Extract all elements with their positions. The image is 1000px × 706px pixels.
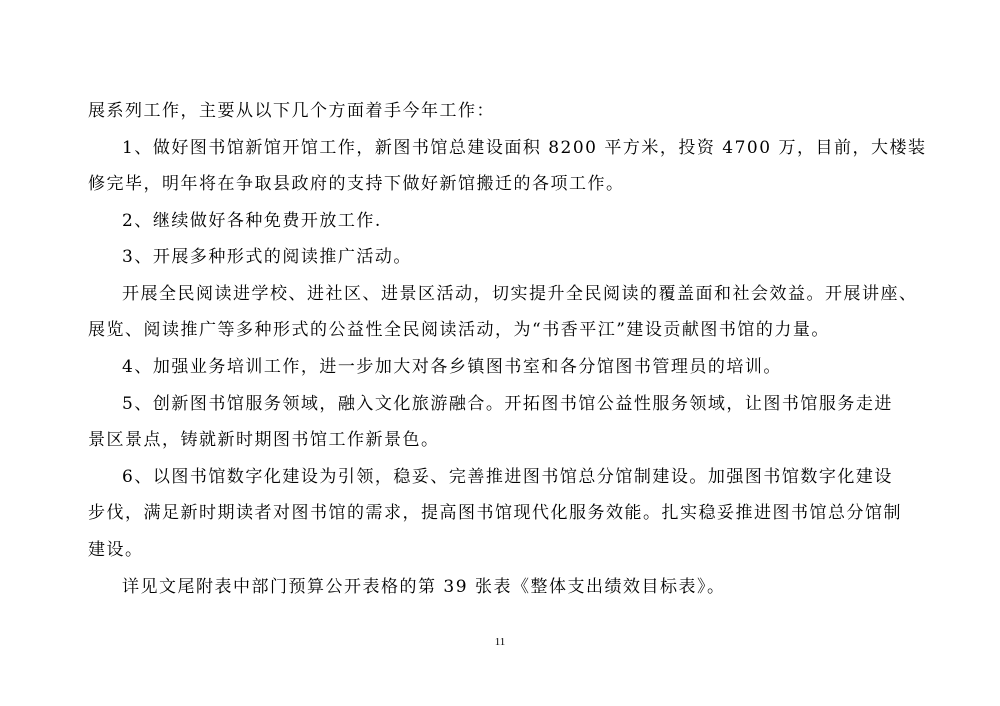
text-line-6: 开展全民阅读进学校、进社区、进景区活动，切实提升全民阅读的覆盖面和社会效益。开展讲座、 — [122, 284, 918, 304]
text-line-13: 建设。 — [88, 540, 144, 560]
text-line-1: 展系列工作，主要从以下几个方面着手今年工作： — [88, 101, 495, 121]
page-number: 11 — [494, 636, 506, 648]
text-line-14: 详见文尾附表中部门预算公开表格的第 39 张表《整体支出绩效目标表》。 — [122, 577, 726, 597]
text-line-3: 修完毕，明年将在争取县政府的支持下做好新馆搬迁的各项工作。 — [88, 174, 625, 194]
text-line-8: 4、加强业务培训工作，进一步加大对各乡镇图书室和各分馆图书管理员的培训。 — [122, 357, 782, 377]
text-line-7: 展览、阅读推广等多种形式的公益性全民阅读活动，为“书香平江”建设贡献图书馆的力量。 — [88, 320, 830, 340]
text-line-2: 1、做好图书馆新馆开馆工作，新图书馆总建设面积 8200 平方米，投资 4700 万，目前，大楼装 — [122, 138, 927, 158]
text-line-9: 5、创新图书馆服务领域，融入文化旅游融合。开拓图书馆公益性服务领域，让图书馆服务走进 — [122, 394, 893, 414]
text-line-4: 2、继续做好各种免费开放工作. — [122, 211, 382, 231]
text-line-10: 景区景点，铸就新时期图书馆工作新景色。 — [88, 430, 440, 450]
text-line-5: 3、开展多种形式的阅读推广活动。 — [122, 247, 412, 267]
text-line-12: 步伐，满足新时期读者对图书馆的需求，提高图书馆现代化服务效能。扎实稳妥推进图书馆总分馆制 — [88, 503, 902, 523]
text-line-11: 6、以图书馆数字化建设为引领，稳妥、完善推进图书馆总分馆制建设。加强图书馆数字化建设 — [122, 467, 893, 487]
